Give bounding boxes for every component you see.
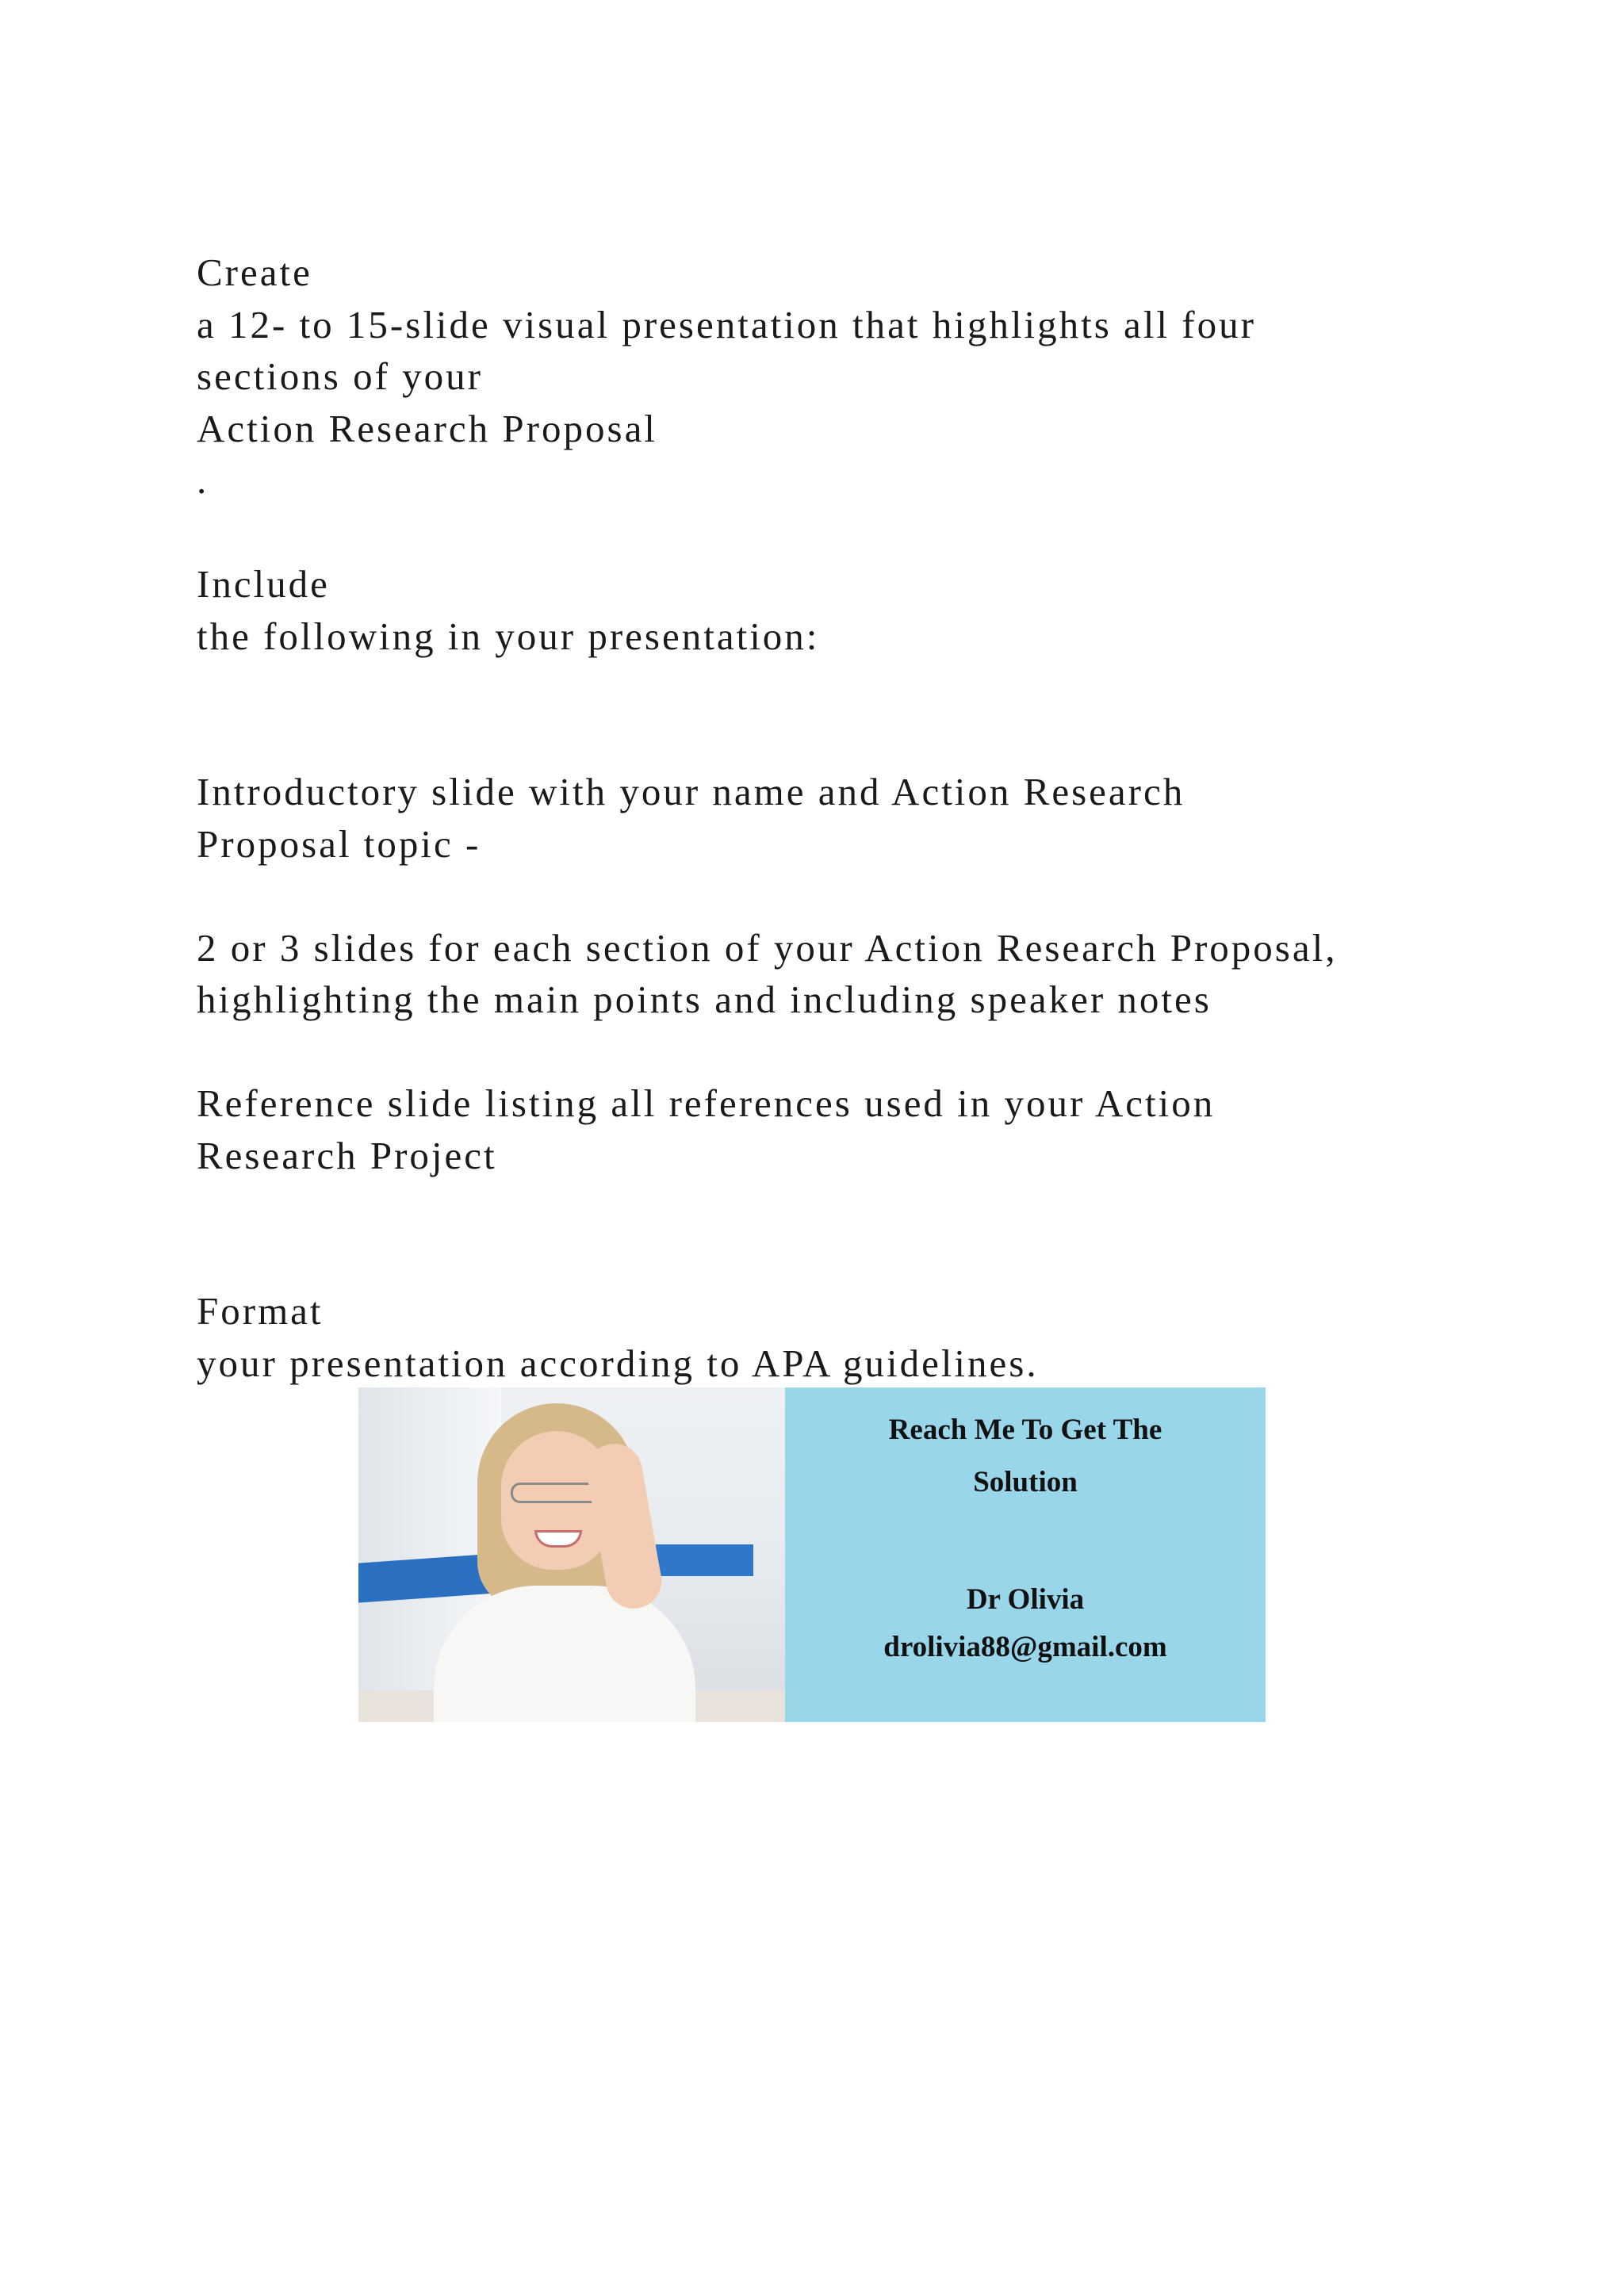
text-line-sections: sections of your: [197, 354, 483, 398]
text-line-topic: Proposal topic -: [197, 822, 481, 866]
text-line-format: Format: [197, 1289, 324, 1333]
text-line-speaker-notes: highlighting the main points and including speaker notes: [197, 978, 1212, 1021]
tutor-photo: [358, 1387, 785, 1722]
contact-name: Dr Olivia: [966, 1583, 1085, 1616]
text-line-include: Include: [197, 562, 330, 606]
text-line-proposal: Action Research Proposal: [197, 407, 657, 450]
text-line-introductory: Introductory slide with your name and Action Research: [197, 770, 1185, 813]
contact-headline-2: Solution: [973, 1466, 1078, 1498]
text-line-reference-slide: Reference slide listing all references used in your Action: [197, 1081, 1216, 1125]
text-line-research-project: Research Project: [197, 1134, 497, 1177]
contact-headline-1: Reach Me To Get The: [888, 1414, 1162, 1446]
text-line-apa: your presentation according to APA guidelines.: [197, 1341, 1039, 1385]
contact-email: drolivia88@gmail.com: [883, 1631, 1167, 1663]
contact-panel: [785, 1387, 1266, 1722]
text-line-presentation: a 12- to 15-slide visual presentation that highlights all four: [197, 303, 1256, 346]
text-line-create: Create: [197, 251, 312, 294]
promo-banner: [358, 1387, 1266, 1722]
text-line-period: .: [197, 458, 209, 502]
text-line-following: the following in your presentation:: [197, 614, 820, 658]
text-line-slides-per-section: 2 or 3 slides for each section of your Action Research Proposal,: [197, 926, 1338, 970]
